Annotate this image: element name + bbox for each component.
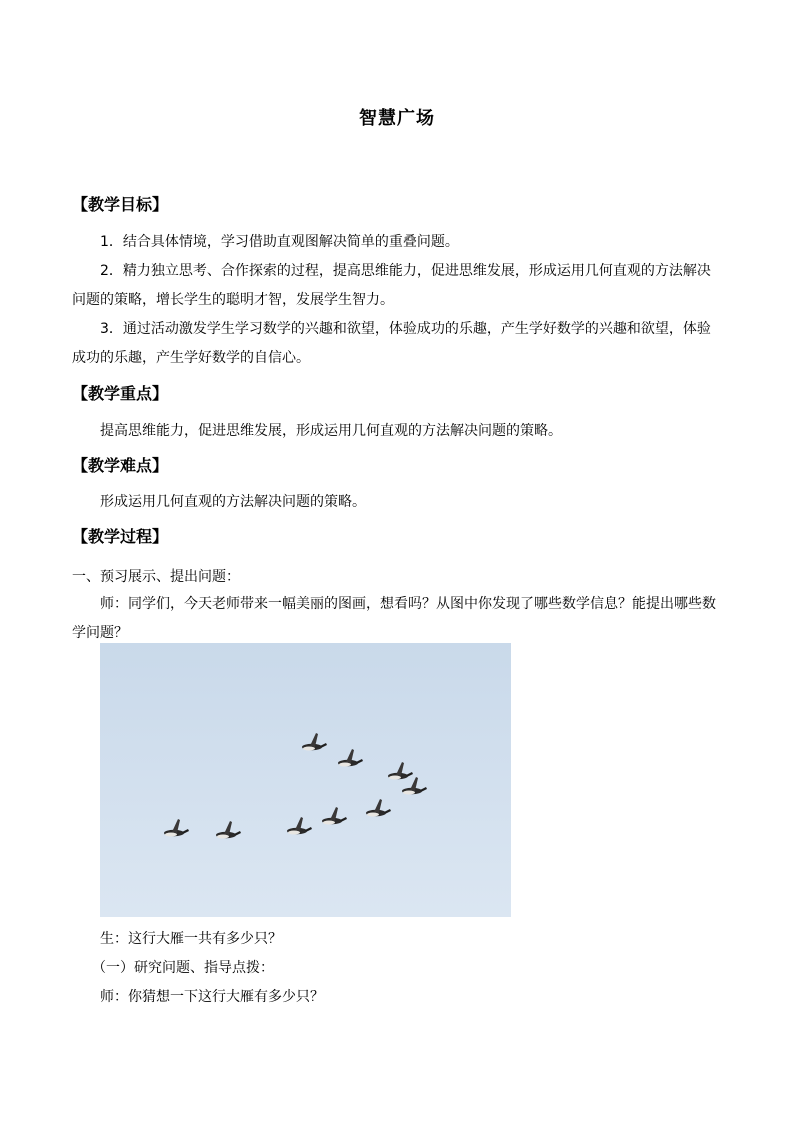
sky-background bbox=[100, 643, 511, 917]
key-points-heading: 【教学重点】 bbox=[72, 384, 169, 403]
difficulties-text: 形成运用几何直观的方法解决问题的策略。 bbox=[100, 494, 366, 510]
objectives-heading: 【教学目标】 bbox=[72, 195, 169, 214]
difficulties-heading: 【教学难点】 bbox=[72, 456, 169, 475]
objective-item-1: 1．结合具体情境，学习借助直观图解决简单的重叠问题。 bbox=[100, 234, 459, 250]
process-heading: 【教学过程】 bbox=[72, 527, 169, 546]
key-points-text: 提高思维能力，促进思维发展，形成运用几何直观的方法解决问题的策略。 bbox=[100, 423, 562, 439]
teacher-question-2: 师：你猜想一下这行大雁有多少只？ bbox=[100, 989, 324, 1005]
flying-geese-photo bbox=[100, 643, 511, 917]
process-sub-step-1: （一）研究问题、指导点拨： bbox=[92, 960, 274, 976]
student-answer-1: 生：这行大雁一共有多少只？ bbox=[100, 931, 282, 947]
objective-item-3: 3．通过活动激发学生学习数学的兴趣和欲望，体验成功的乐趣，产生学好数学的兴趣和欲望，体验成功的乐趣，产生学好数学的自信心。 bbox=[72, 321, 711, 366]
geese-illustration bbox=[100, 643, 511, 917]
page-title: 智慧广场 bbox=[359, 108, 435, 129]
process-step-1: 一、预习展示、提出问题： bbox=[72, 569, 240, 585]
objective-item-2: 2．精力独立思考、合作探索的过程，提高思维能力，促进思维发展，形成运用几何直观的方法解决问题的策略，增长学生的聪明才智，发展学生智力。 bbox=[72, 263, 711, 308]
teacher-question-1: 师：同学们，今天老师带来一幅美丽的图画，想看吗？从图中你发现了哪些数学信息？能提出哪些数学问题？ bbox=[72, 596, 716, 641]
